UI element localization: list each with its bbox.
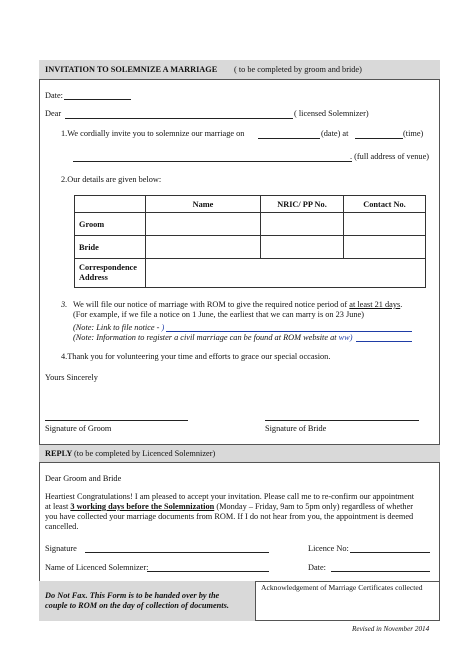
reply-para-line2-pre: at least [45, 502, 71, 511]
table-header-row [75, 196, 426, 213]
invitation-subtitle: ( to be completed by groom and bride) [234, 65, 362, 74]
reply-header [39, 444, 440, 463]
item3-num: 3. [61, 300, 68, 309]
reply-para-line3: you have collected your marriage documents from ROM. If I do not hear from you, the appointment is deemed [45, 512, 414, 521]
item2-text: 2.Our details are given below: [61, 175, 162, 184]
table-row [75, 213, 426, 236]
licence-field[interactable] [350, 552, 430, 553]
groom-signature-label: Signature of Groom [45, 424, 112, 433]
marriage-date-field[interactable] [258, 138, 320, 139]
groom-nric-cell[interactable] [261, 213, 344, 236]
groom-name-cell[interactable] [146, 213, 261, 236]
reply-para-line4: cancelled. [45, 522, 79, 531]
table-header-name: Name [146, 196, 261, 213]
reply-greeting: Dear Groom and Bride [45, 474, 122, 483]
venue-field[interactable] [73, 161, 352, 162]
reply-date-label: Date: [308, 563, 326, 572]
address-cell[interactable] [146, 259, 426, 288]
licensed-solemnizer-label: ( licensed Solemnizer) [294, 109, 369, 118]
details-table [74, 195, 426, 288]
table-header-contact: Contact No. [344, 196, 426, 213]
closing-text: Yours Sincerely [45, 373, 98, 382]
note1-link-underline [166, 331, 412, 332]
item1-text: 1.We cordially invite you to solemnize our marriage on [61, 129, 245, 138]
item1-time-label: (time) [403, 129, 424, 138]
venue-label: . (full address of venue) [350, 152, 430, 161]
row-label-bride: Bride [75, 236, 146, 259]
item1-date-label: (date) at [321, 129, 349, 138]
warning-line2: couple to ROM on the day of collection of documents. [45, 601, 229, 610]
note2-text: (Note: Information to register a civil marriage can be found at ROM website at [73, 333, 339, 342]
item3-line1-underlined: at least 21 days [349, 300, 401, 309]
warning-line1: Do Not Fax. This Form is to be handed over by the [45, 591, 220, 600]
note2-link-underline [356, 341, 412, 342]
bride-name-cell[interactable] [146, 236, 261, 259]
solemnizer-name-label: Name of Licenced Solemnizer: [45, 563, 149, 572]
row-label-groom: Groom [75, 213, 146, 236]
warning-box [39, 581, 256, 621]
item3-line2: (For example, if we file a notice on 1 June, the earliest that we can marry is on 23 June) [73, 310, 364, 319]
table-header-empty [75, 196, 146, 213]
solemnizer-name-line[interactable] [147, 571, 269, 572]
item3-line1 [73, 300, 402, 310]
reply-para-line1: Heartiest Congratulations! I am pleased to accept your invitation. Please call me to re-confirm our appointment [45, 492, 415, 501]
reply-title: REPLY [45, 449, 73, 458]
table-row [75, 259, 426, 288]
groom-signature-line[interactable] [45, 420, 188, 421]
date-label: Date: [45, 91, 63, 100]
marriage-time-field[interactable] [355, 138, 403, 139]
dear-label: Dear [45, 109, 62, 118]
acknowledgement-label: Acknowledgement of Marriage Certificates collected [261, 583, 423, 592]
groom-contact-cell[interactable] [344, 213, 426, 236]
reply-signature-line[interactable] [85, 552, 269, 553]
note1-link[interactable]: ) [161, 323, 165, 332]
item3-line1-text: We will file our notice of marriage with ROM to give the required notice period of [73, 300, 350, 309]
bride-signature-label: Signature of Bride [265, 424, 327, 433]
bride-nric-cell[interactable] [261, 236, 344, 259]
reply-para-line2-post: (Monday – Friday, 9am to 5pm only) regardless of whether [214, 502, 414, 511]
note1-text: (Note: Link to file notice - [73, 323, 162, 332]
note2 [73, 333, 352, 343]
invitation-title: INVITATION TO SOLEMNIZE A MARRIAGE [45, 65, 218, 74]
item4-text: 4.Thank you for volunteering your time and efforts to grace our special occasion. [61, 352, 331, 361]
licence-label: Licence No: [308, 544, 349, 553]
reply-subtitle: (to be completed by Licenced Solemnizer) [74, 449, 216, 458]
solemnizer-name-field[interactable] [65, 118, 293, 119]
reply-para-line2 [45, 502, 413, 512]
item3-line1-end: . [400, 300, 403, 309]
reply-date-field[interactable] [331, 571, 430, 572]
table-row [75, 236, 426, 259]
reply-signature-label: Signature [45, 544, 77, 553]
note2-link[interactable]: ww) [338, 333, 353, 342]
bride-signature-line[interactable] [265, 420, 419, 421]
row-label-address: Correspondence Address [75, 259, 146, 288]
revision-note: Revised in November 2014 [352, 625, 430, 633]
bride-contact-cell[interactable] [344, 236, 426, 259]
table-header-nric: NRIC/ PP No. [261, 196, 344, 213]
reply-para-line2-underlined: 3 working days before the Solemnization [70, 502, 215, 511]
date-field[interactable] [64, 99, 131, 100]
note1 [73, 323, 164, 333]
invitation-header [39, 60, 440, 80]
